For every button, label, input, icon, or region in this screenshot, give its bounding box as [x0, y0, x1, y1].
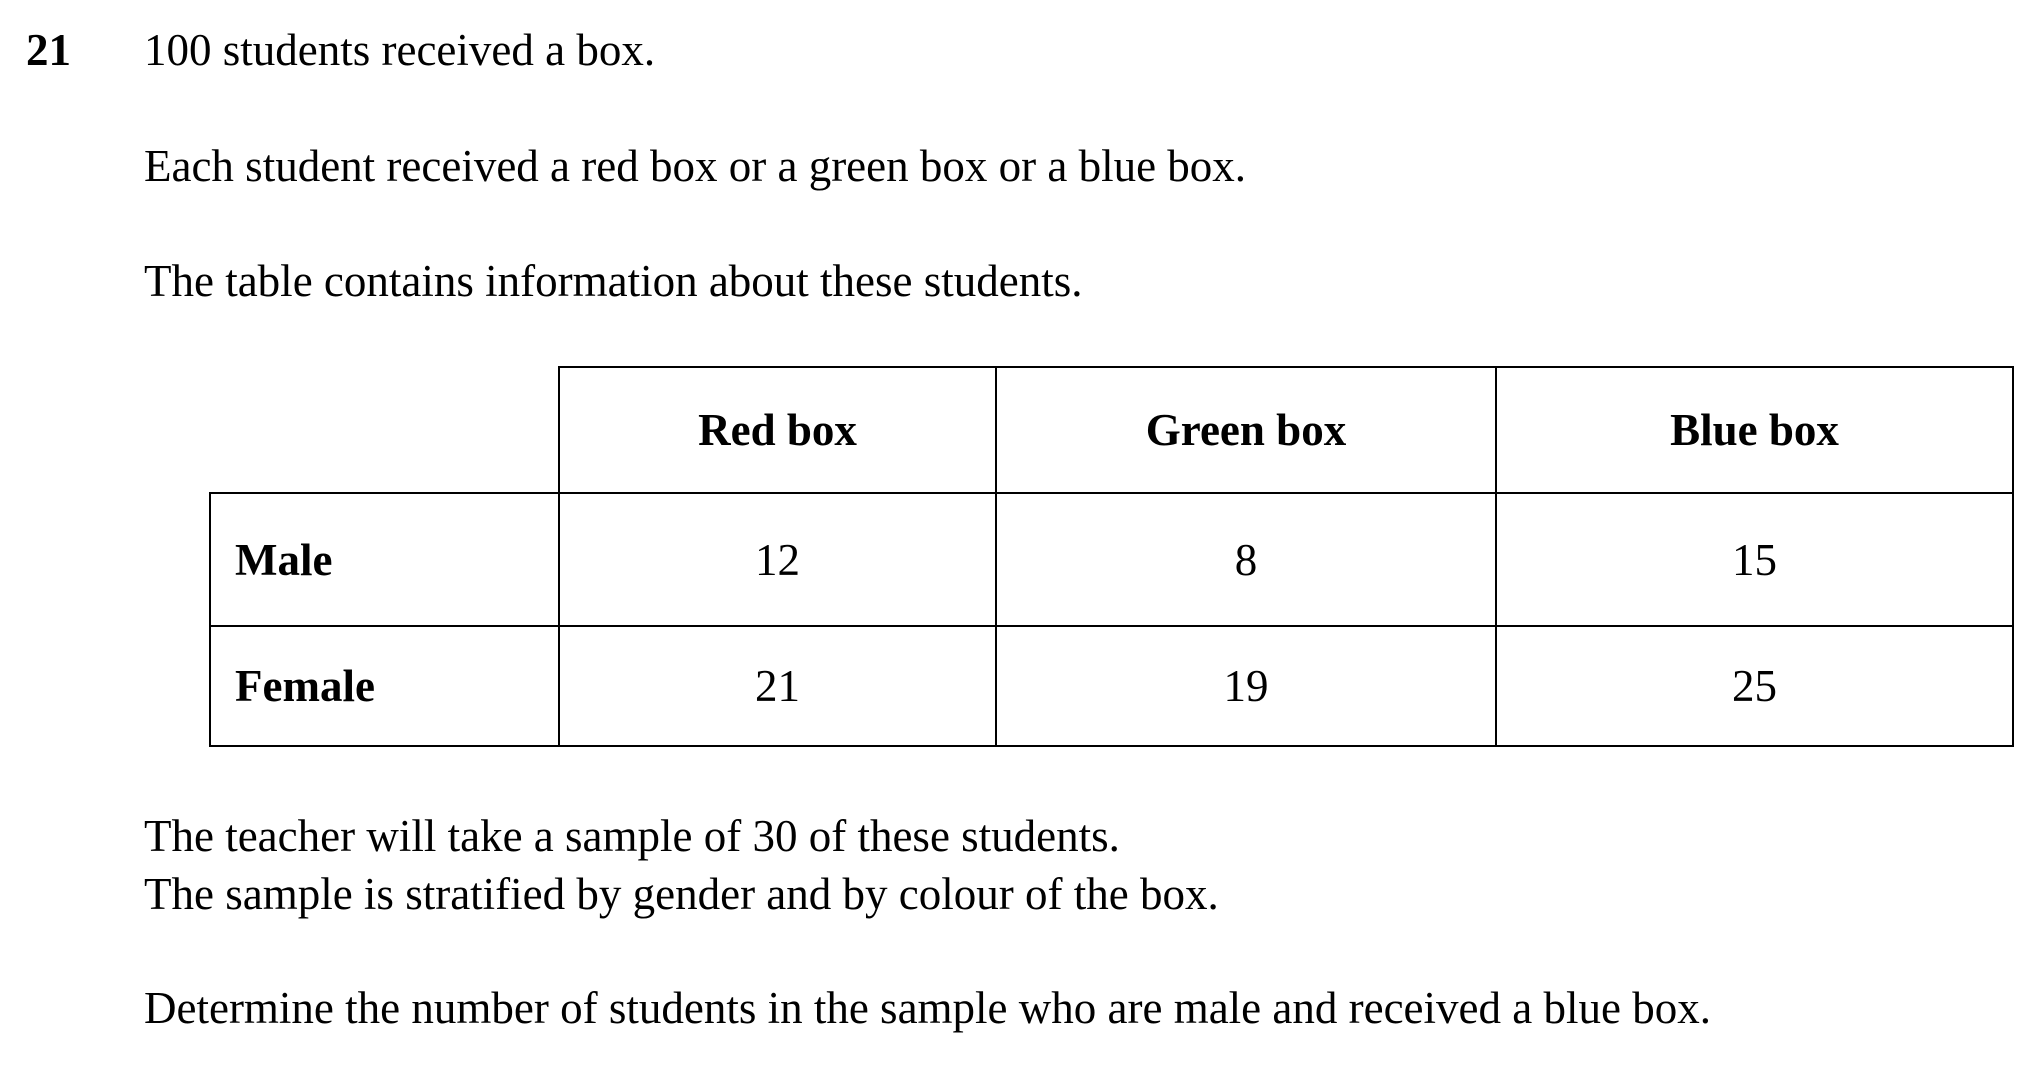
- row-header-male: Male: [210, 493, 559, 626]
- question-table-intro-text: The table contains information about these students.: [144, 256, 1083, 306]
- table-header-row: [210, 367, 2013, 493]
- row-header-female: Female: [210, 626, 559, 746]
- cell-female-green: 19: [996, 626, 1496, 746]
- student-box-table: [209, 366, 2014, 747]
- question-stratified-text: The sample is stratified by gender and by colour of the box.: [144, 869, 1219, 919]
- question-sample-text: The teacher will take a sample of 30 of these students.: [144, 811, 1120, 861]
- cell-male-blue: 15: [1496, 493, 2013, 626]
- question-task-text: Determine the number of students in the sample who are male and received a blue box.: [144, 983, 1711, 1033]
- column-header-blue-box: Blue box: [1496, 367, 2013, 493]
- table-row-male: [210, 493, 2013, 626]
- cell-male-green: 8: [996, 493, 1496, 626]
- column-header-green-box: Green box: [996, 367, 1496, 493]
- cell-female-red: 21: [559, 626, 996, 746]
- question-intro-text: 100 students received a box.: [144, 25, 656, 75]
- table-row-female: [210, 626, 2013, 746]
- column-header-red-box: Red box: [559, 367, 996, 493]
- question-box-colours-text: Each student received a red box or a green box or a blue box.: [144, 141, 1247, 191]
- cell-female-blue: 25: [1496, 626, 2013, 746]
- cell-male-red: 12: [559, 493, 996, 626]
- question-number: 21: [26, 25, 71, 75]
- table-corner-cell: [210, 367, 559, 493]
